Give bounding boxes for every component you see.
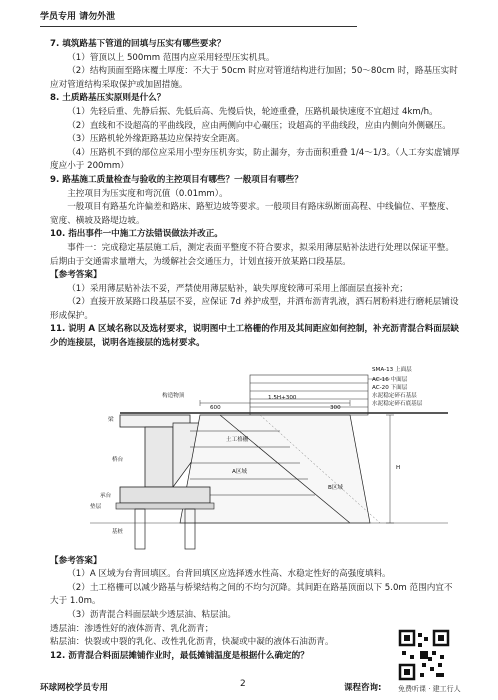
dimension-300-label: 300 — [330, 404, 341, 411]
question-8-line: （1）先轻后重、先静后振、先低后高、先慢后快，轮迹重叠，压路机最快速度不宜超过 4km/h。 — [67, 106, 438, 117]
question-9-line: 一般项目有路基允许偏差和路床、路堑边坡等要求。一般项目有路床纵断面高程、中线偏位、平整度、宽度、横坡及路堤边坡。 — [50, 202, 454, 226]
question-8-line: （4）压路机不到的部位应采用小型夯压机夯实，防止漏夯，夯击面积重叠 1/4～1/3。（人工夯实虚铺厚度应小于 200mm） — [50, 147, 460, 172]
question-10-line: 事件一：完成稳定基层施工后，测定表面平整度不符合要求，拟采用薄层贴补法进行处理以保证平整。后期由于交通需求量增大，为缓解社会交通压力，计划直接开放某路口段基层。 — [50, 242, 454, 267]
figure-drawing — [50, 353, 460, 553]
beam-label: 梁 — [108, 416, 114, 423]
layer-label: 水泥稳定碎石底基层 — [372, 400, 423, 407]
question-8-line: （2）直线和不设超高的平曲线段，应由两侧向中心碾压；设超高的平曲线段，应由内侧向外侧碾压。 — [67, 120, 451, 131]
question-9-line: 主控项目为压实度和弯沉值（0.01mm）。 — [67, 188, 228, 199]
cushion-label: 垫层 — [90, 503, 102, 510]
header-label: 学员专用 请勿外泄 — [40, 12, 116, 22]
question-10-answer-line: （2）直接开放某路口段基层不妥，应保证 7d 养护成型，并洒布沥青乳液，洒石屑粉料进行磨耗层铺设形成保护。 — [50, 297, 459, 321]
question-9-title: 9. 路基施工质量检查与验收的主控项目有哪些？一般项目有哪些？ — [50, 174, 303, 185]
question-11-answer-line: 透层油：渗透性好的液体沥青、乳化沥青； — [50, 623, 214, 634]
question-12-title: 12. 沥青混合料面层摊铺作业时，最低摊铺温度是根据什么确定的？ — [50, 650, 309, 661]
footer-left-label: 环球网校学员专用 — [40, 683, 109, 693]
layer-label: AC-16 中面层 — [372, 376, 408, 383]
question-10-title: 10. 指出事件一中施工方法错误做法并改正。 — [50, 229, 223, 240]
dimension-600-label: 600 — [210, 404, 221, 411]
question-8-line: （3）压路机轮外缘距路基边应保持安全距离。 — [67, 134, 245, 145]
question-10-answer-line: （1）采用薄层贴补法不妥，严禁使用薄层贴补，缺失厚度较薄可采用上部面层直接补充； — [67, 283, 408, 294]
coping-label: 构造物顶 — [162, 392, 185, 399]
question-11-answer-line: 粘层油：快裂或中裂的乳化、改性乳化沥青，快凝或中凝的液体石油沥青。 — [50, 637, 334, 648]
question-7-line: （2）结构顶面至路床覆土厚度：不大于 50cm 时应对管道结构进行加固；50～80cm 时，路基压实时应对管道结构采取保护或加固措施。 — [50, 66, 458, 90]
qr-code-drawing — [398, 629, 450, 681]
question-11-answer-heading: 【参考答案】 — [50, 555, 102, 566]
pile-label: 基桩 — [112, 528, 124, 535]
layer-label: 水泥稳定碎石基层 — [372, 392, 417, 399]
slope-dimension-label: 1.5H+300 — [268, 394, 297, 401]
question-11-answer-line: （2）土工格栅可以减少路基与桥梁结构之间的不均匀沉降。其间距在路基顶面以下 5.0m 范围内宜不大于 1.0m。 — [50, 582, 453, 607]
course-inquiry-label: 课程咨询: — [344, 683, 382, 693]
question-11-answer-line: （1）A 区域为台背回填区。台背回填区应选择透水性高、水稳定性好的高强度填料。 — [67, 569, 391, 580]
question-10-answer-heading: 【参考答案】 — [50, 270, 102, 281]
bridge-abutment-figure — [50, 353, 460, 553]
area-a-label: A区域 — [232, 468, 248, 475]
geogrid-label: 土工格栅 — [226, 436, 249, 443]
layer-label: SMA-13 上面层 — [372, 366, 412, 373]
question-11-answer-line: （3）沥青混合料面层缺少透层油、粘层油。 — [67, 610, 236, 621]
page-number: 2 — [240, 679, 246, 689]
layer-label: AC-20 下面层 — [372, 384, 408, 391]
question-7-line: （1）管顶以上 500mm 范围内应采用轻型压实机具。 — [67, 52, 275, 63]
question-11-title: 11. 说明 A 区域名称以及选材要求，说明图中土工格栅的作用及其间距应如何控制，补充沥青混合料面层缺少的连接层，说明各连接层的选材要求。 — [50, 324, 459, 349]
pile-cap-label: 承台 — [100, 492, 112, 499]
area-b-label: B区域 — [328, 484, 344, 491]
question-8-title: 8. 土质路基压实原则是什么？ — [50, 93, 166, 104]
document-body — [50, 38, 460, 663]
question-7-title: 7. 填筑路基下管道的回填与压实有哪些要求？ — [50, 39, 226, 49]
qr-caption: 免费听课 · 建工行人 — [398, 685, 461, 693]
height-dimension-label: H — [396, 464, 401, 471]
qr-code — [398, 629, 450, 681]
abutment-label: 桥台 — [112, 456, 124, 463]
header-rule — [40, 26, 357, 27]
